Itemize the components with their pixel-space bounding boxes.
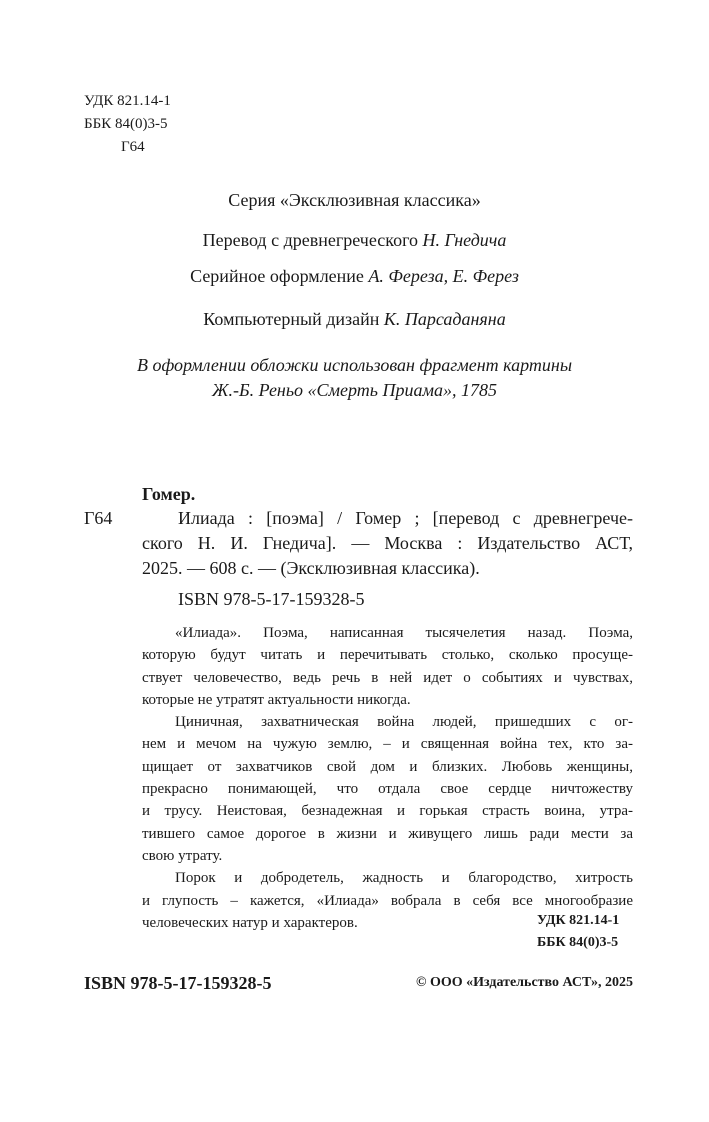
annotation-paragraph: Циничная, захватническая война людей, пришедших с ог-	[175, 714, 633, 731]
bib-isbn: ISBN 978-5-17-159328-5	[178, 589, 365, 609]
annotation-paragraph: Порок и добродетель, жадность и благородство, хитрость	[175, 870, 633, 887]
translator-name: Н. Гнедича	[422, 230, 507, 250]
series-line: Серия «Эксклюзивная классика»	[228, 190, 481, 210]
bib-mark: Г64	[84, 508, 113, 528]
annotation-udk: УДК 821.14-1	[537, 913, 620, 928]
udk-code: УДК 821.14-1	[84, 93, 171, 109]
translation-credit: Перевод с древнегреческого Н. Гнедича	[202, 230, 507, 250]
annotation-paragraph: «Илиада». Поэма, написанная тысячелетия назад. Поэма,	[175, 625, 633, 641]
cover-note: В оформлении обложки использован фрагмент картины Ж.-Б. Реньо «Смерть Приама», 1785	[136, 355, 573, 400]
design-credit: Серийное оформление А. Фереза, Е. Ферез	[190, 266, 519, 286]
computer-designer-name: К. Парсаданяна	[383, 309, 506, 329]
annotation: «Илиада». Поэма, написанная тысячелетия назад. Поэма, которую будут читать и перечитывать столько, сколько просуще- ствует человечество, ведь речь в ней идет о событиях и чувствах, которые не утратят актуальности никогда. Циничная, захватническая война людей, пришедших с ог- нем и мечом на чужую землю, – и священная война тех, кто за- щищает от захватчиков свой дом и близких. Любовь женщины, прекрасно понимающей, что отдала свое сердце ничтожеству и трусу. Неистовая, безнадежная и горькая страсть воина, утра- тившего самое дорогое в жизни и живущего лишь ради мести за свою утрату. Порок и добродетель, жадность и благородство, хитрость и глупость – кажется, «Илиада» вобрала в себя все многообразие человеческих натур и характеров.	[142, 622, 633, 934]
bbk-code: ББК 84(0)3-5	[84, 116, 168, 132]
annotation-codes	[537, 910, 619, 954]
author-mark: Г64	[121, 139, 145, 155]
annotation-bbk: ББК 84(0)3-5	[537, 935, 619, 950]
classification-block	[84, 90, 171, 159]
bib-author: Гомер.	[142, 484, 196, 504]
footer-copyright: © ООО «Издательство АСТ», 2025	[415, 975, 633, 990]
computer-design-credit: Компьютерный дизайн К. Парсаданяна	[203, 309, 506, 329]
designer-names: А. Фереза, Е. Ферез	[368, 266, 519, 286]
footer-isbn: ISBN 978-5-17-159328-5	[84, 973, 272, 993]
bib-description: Илиада : [поэма] / Гомер ; [перевод с древнегрече- ского Н. И. Гнедича]. — Москва : Издательство АСТ, 2025. — 608 с. — (Эксклюзивная классика).	[142, 508, 633, 578]
